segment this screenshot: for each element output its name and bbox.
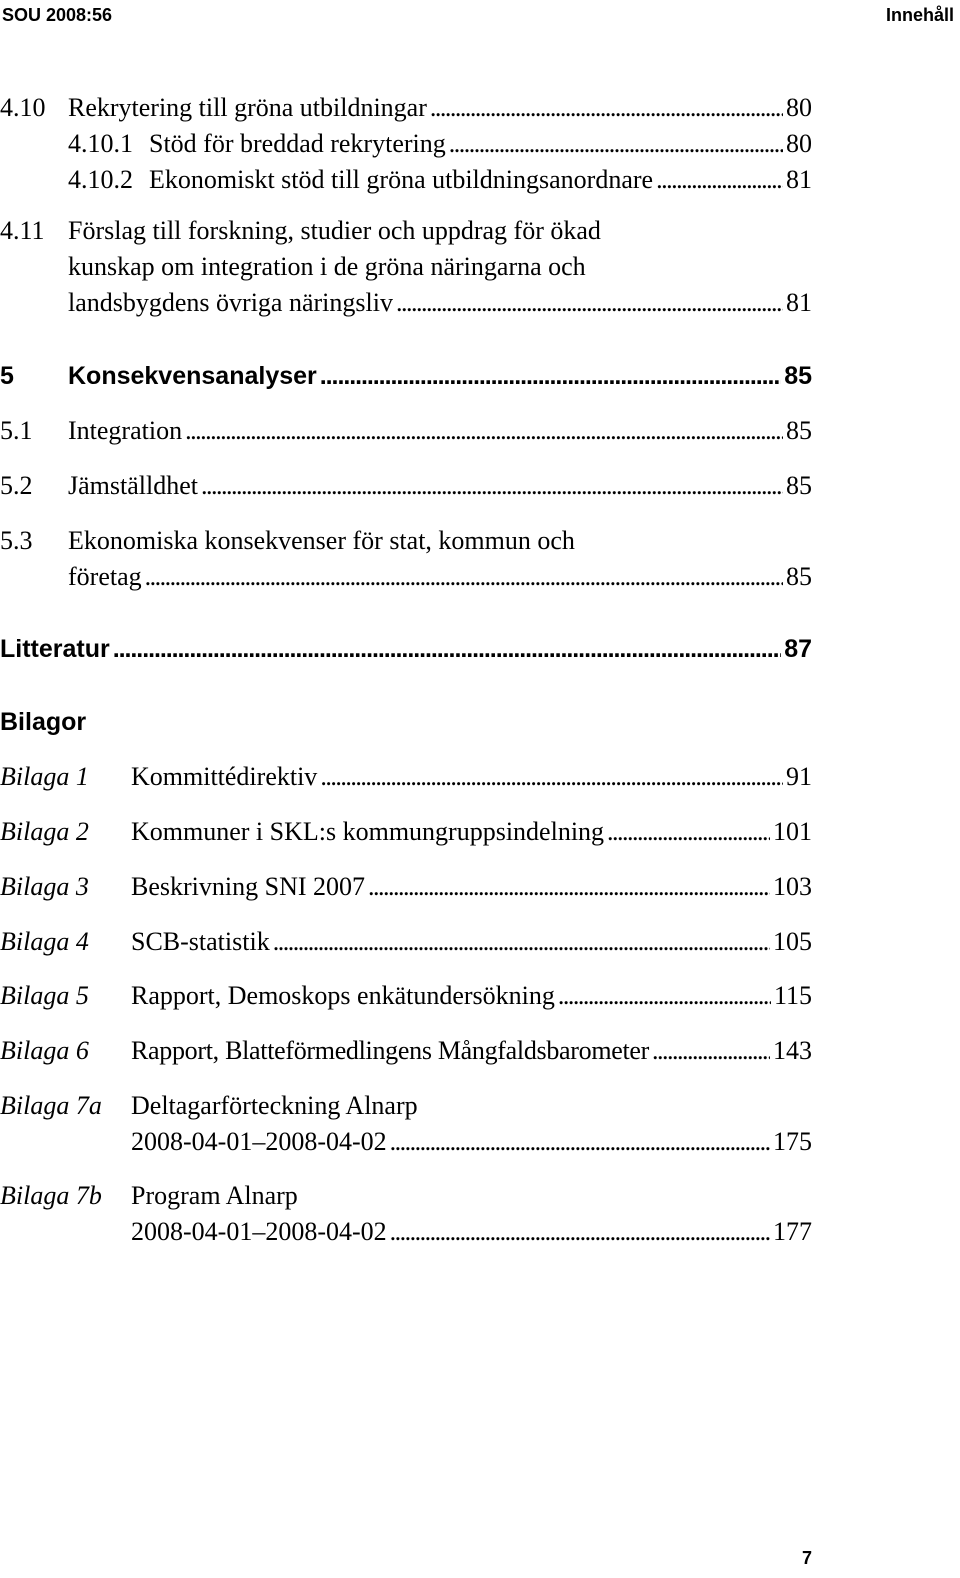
toc-entry-4-10-2[interactable] [0, 162, 812, 198]
bilaga-label: Bilaga 3 [0, 872, 89, 901]
toc-title-line-1: Ekonomiska konsekvenser för stat, kommun och [68, 526, 575, 555]
toc-title: SCB-statistik [131, 927, 270, 956]
bilaga-label: Bilaga 5 [0, 981, 89, 1010]
toc-number: 4.10.1 [68, 129, 133, 158]
toc-title: Rapport, Blatteförmedlingens Mångfaldsbarometer [131, 1036, 650, 1065]
dot-leader [656, 162, 783, 198]
toc-title: Stöd för breddad rekrytering [149, 129, 446, 158]
toc-title-line-2: 2008-04-01–2008-04-02 [131, 1127, 387, 1156]
dot-leader [113, 631, 781, 667]
toc-page: 85 [786, 471, 812, 500]
toc-title-line-2: 2008-04-01–2008-04-02 [131, 1217, 387, 1246]
toc-page: 103 [773, 872, 812, 901]
dot-leader [368, 869, 770, 905]
bilagor-heading: Bilagor [0, 708, 87, 736]
toc-title: Rapport, Demoskops enkätundersökning [131, 981, 555, 1010]
toc-entry-5-1[interactable] [0, 413, 812, 449]
toc-bilaga-7a[interactable] [0, 1088, 812, 1160]
toc-title-line-1: Program Alnarp [131, 1181, 298, 1210]
toc-page: 101 [773, 817, 812, 846]
dot-leader [558, 978, 771, 1014]
dot-leader [390, 1214, 770, 1250]
running-header-left: SOU 2008:56 [2, 5, 113, 25]
dot-leader [320, 759, 783, 795]
bilaga-label: Bilaga 7a [0, 1091, 102, 1120]
toc-title: Rekrytering till gröna utbildningar [68, 93, 427, 122]
toc-number: 5.3 [0, 526, 33, 555]
bilaga-label: Bilaga 2 [0, 817, 89, 846]
toc-page: 80 [786, 129, 812, 158]
toc-litteratur[interactable] [0, 631, 812, 667]
toc-title: Litteratur [0, 635, 110, 663]
bilagor-heading-row [0, 704, 812, 740]
toc-page: 91 [786, 762, 812, 791]
toc-page: 115 [773, 981, 812, 1010]
toc-number: 5.1 [0, 416, 33, 445]
toc-page: 87 [784, 635, 812, 663]
toc-title-line-2: kunskap om integration i de gröna näringarna och [68, 252, 586, 281]
toc-number: 5 [0, 362, 14, 390]
toc-title: Kommittédirektiv [131, 762, 318, 791]
toc-chapter-5[interactable] [0, 358, 812, 394]
page-number: 7 [801, 1548, 812, 1568]
dot-leader [607, 814, 770, 850]
dot-leader [652, 1033, 770, 1069]
bilaga-label: Bilaga 7b [0, 1181, 102, 1210]
toc-page: 85 [786, 562, 812, 591]
dot-leader [201, 468, 783, 504]
toc-title: Jämställdhet [68, 471, 198, 500]
toc-number: 4.10.2 [68, 165, 133, 194]
toc-page: 85 [786, 416, 812, 445]
bilaga-label: Bilaga 4 [0, 927, 89, 956]
toc-bilaga-1[interactable] [0, 759, 812, 795]
toc-page: 81 [786, 288, 812, 317]
toc-number: 4.11 [0, 216, 45, 245]
toc-bilaga-4[interactable] [0, 924, 812, 960]
dot-leader [320, 358, 781, 394]
toc-number: 4.10 [0, 93, 46, 122]
toc-page: 143 [773, 1036, 812, 1065]
dot-leader [185, 413, 783, 449]
toc-number: 5.2 [0, 471, 33, 500]
toc-title-line-1: Förslag till forskning, studier och uppdrag för ökad [68, 216, 601, 245]
dot-leader [145, 559, 783, 595]
bilaga-label: Bilaga 6 [0, 1036, 89, 1065]
dot-leader [430, 90, 783, 126]
toc-page: 177 [773, 1217, 812, 1246]
toc-entry-5-3[interactable] [0, 523, 812, 595]
toc-title: Integration [68, 416, 183, 445]
dot-leader [449, 126, 783, 162]
toc-title: Ekonomiskt stöd till gröna utbildningsanordnare [149, 165, 654, 194]
toc-entry-4-10[interactable] [0, 90, 812, 126]
toc-bilaga-3[interactable] [0, 869, 812, 905]
toc-title: Konsekvensanalyser [68, 362, 317, 390]
toc-entry-5-2[interactable] [0, 468, 812, 504]
running-header-right: Innehåll [885, 5, 954, 25]
bilaga-label: Bilaga 1 [0, 762, 89, 791]
toc-bilaga-5[interactable] [0, 978, 812, 1014]
dot-leader [396, 285, 783, 321]
toc-entry-4-11[interactable] [0, 213, 812, 321]
toc-page: 175 [773, 1127, 812, 1156]
toc-title: Beskrivning SNI 2007 [131, 872, 365, 901]
toc-bilaga-2[interactable] [0, 814, 812, 850]
dot-leader [390, 1124, 770, 1160]
toc-bilaga-6[interactable] [0, 1033, 812, 1069]
toc-entry-4-10-1[interactable] [0, 126, 812, 162]
toc-title-line-2: företag [68, 562, 142, 591]
dot-leader [273, 924, 770, 960]
toc-page: 80 [786, 93, 812, 122]
toc-bilaga-7b[interactable] [0, 1178, 812, 1250]
toc-page: 105 [773, 927, 812, 956]
toc-page: 81 [786, 165, 812, 194]
toc-page: 85 [784, 362, 812, 390]
toc-title-line-1: Deltagarförteckning Alnarp [131, 1091, 418, 1120]
toc-title: Kommuner i SKL:s kommungruppsindelning [131, 817, 605, 846]
toc-title-line-3: landsbygdens övriga näringsliv [68, 288, 393, 317]
